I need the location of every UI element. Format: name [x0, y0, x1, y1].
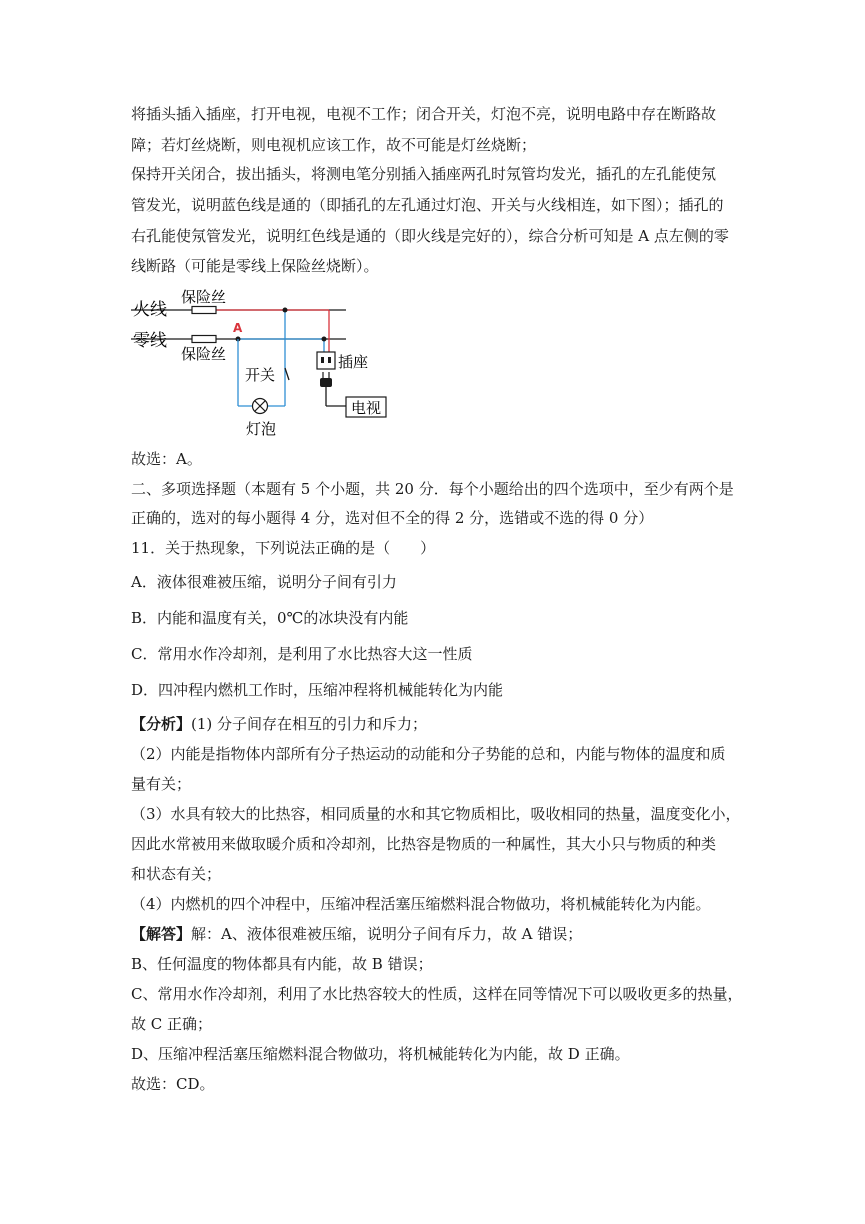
socket-icon — [317, 352, 335, 369]
solution-line1 — [131, 924, 582, 944]
option-b: B．内能和温度有关，0℃的冰块没有内能 — [131, 609, 409, 627]
junction-node — [283, 308, 288, 313]
analysis-line1 — [131, 714, 427, 734]
paragraph2-line3: 右孔能使氖管发光，说明红色线是通的（即火线是完好的），综合分析可知是 A 点左侧的零 — [131, 227, 729, 245]
section-title-line1: 二、多项选择题（本题有 5 个小题，共 20 分．每个小题给出的四个选项中，至少有两个是 — [131, 480, 734, 498]
analysis-tag: 【分析】 — [131, 715, 192, 733]
socket-label: 插座 — [338, 353, 369, 371]
tv-label: 电视 — [351, 399, 382, 417]
solution-line4: 故 C 正确； — [131, 1015, 213, 1033]
analysis-line3: 量有关； — [131, 775, 192, 793]
switch-label: 开关 — [245, 366, 276, 384]
fire-wire-label: 火线 — [133, 300, 167, 320]
fuse-top-label: 保险丝 — [181, 288, 227, 306]
question-stem: 11．关于热现象，下列说法正确的是（ ） — [131, 539, 436, 557]
neutral-wire-label: 零线 — [133, 331, 167, 351]
analysis-line2: （2）内能是指物体内部所有分子热运动的动能和分子势能的总和，内能与物体的温度和质 — [131, 745, 726, 763]
analysis-line5: 因此水常被用来做取暖介质和冷却剂，比热容是物质的一种属性，其大小只与物质的种类 — [131, 835, 717, 853]
solution-line3: C、常用水作冷却剂，利用了水比热容较大的性质，这样在同等情况下可以吸收更多的热量， — [131, 985, 743, 1003]
bulb-label: 灯泡 — [246, 420, 277, 438]
option-c: C．常用水作冷却剂，是利用了水比热容大这一性质 — [131, 645, 473, 663]
fuse-bottom-label: 保险丝 — [181, 345, 227, 363]
answer-1: 故选：A。 — [131, 450, 202, 468]
circuit-diagram — [131, 288, 401, 440]
solution-text-1: 解：A、液体很难被压缩，说明分子间有斥力，故 A 错误； — [191, 925, 583, 943]
section-title-line2: 正确的，选对的每小题得 4 分，选对但不全的得 2 分，选错或不选的得 0 分） — [131, 509, 654, 527]
analysis-text-1: (1) 分子间存在相互的引力和斥力； — [191, 715, 428, 733]
analysis-line6: 和状态有关； — [131, 865, 222, 883]
solution-line2: B、任何温度的物体都具有内能，故 B 错误； — [131, 955, 433, 973]
analysis-line7: （4）内燃机的四个冲程中，压缩冲程活塞压缩燃料混合物做功，将机械能转化为内能。 — [131, 895, 711, 913]
paragraph2-line4: 线断路（可能是零线上保险丝烧断）。 — [131, 257, 379, 275]
solution-answer: 故选：CD。 — [131, 1075, 215, 1093]
paragraph2-line1: 保持开关闭合，拔出插头，将测电笔分别插入插座两孔时氖管均发光，插孔的左孔能使氖 — [131, 165, 717, 183]
plug-icon — [320, 378, 332, 387]
option-a: A．液体很难被压缩，说明分子间有引力 — [131, 573, 397, 591]
fuse-bottom — [192, 336, 216, 343]
analysis-line4: （3）水具有较大的比热容，相同质量的水和其它物质相比，吸收相同的热量，温度变化小， — [131, 805, 741, 823]
point-a-label: A — [233, 321, 243, 335]
fuse-top — [192, 307, 216, 314]
paragraph2-line2: 管发光，说明蓝色线是通的（即插孔的左孔通过灯泡、开关与火线相连，如下图）；插孔的 — [131, 196, 724, 214]
solution-line5: D、压缩冲程活塞压缩燃料混合物做功，将机械能转化为内能，故 D 正确。 — [131, 1045, 630, 1063]
paragraph1-line1: 将插头插入插座，打开电视，电视不工作；闭合开关，灯泡不亮，说明电路中存在断路故 — [131, 105, 717, 123]
paragraph1-line2: 障；若灯丝烧断，则电视机应该工作，故不可能是灯丝烧断； — [131, 136, 537, 154]
option-d: D．四冲程内燃机工作时，压缩冲程将机械能转化为内能 — [131, 681, 504, 699]
solution-tag: 【解答】 — [131, 925, 192, 943]
